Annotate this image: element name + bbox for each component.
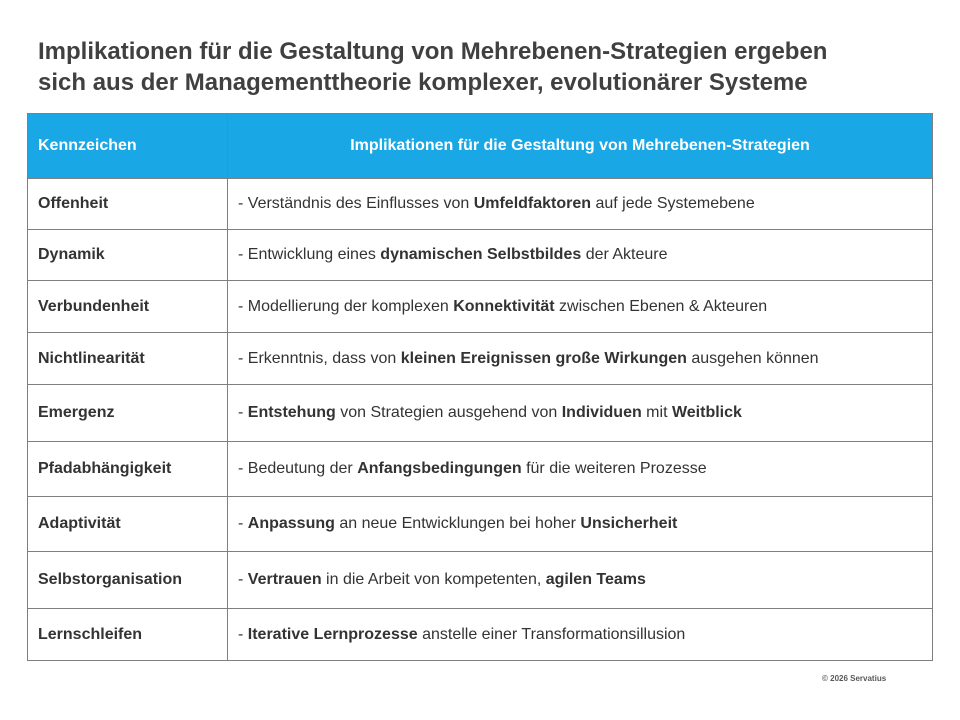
- slide-title-line-2: sich aus der Managementtheorie komplexer, evolutionärer Systeme: [38, 69, 808, 96]
- implikation-cell: - Vertrauen in die Arbeit von kompetenten, agilen Teams: [228, 552, 933, 609]
- kennzeichen-cell: Selbstorganisation: [28, 552, 228, 609]
- implikation-cell: - Anpassung an neue Entwicklungen bei hoher Unsicherheit: [228, 497, 933, 552]
- emphasis-text: Konnektivität: [453, 297, 555, 315]
- table-header-row: [28, 114, 933, 179]
- implikation-cell: - Iterative Lernprozesse anstelle einer Transformationsillusion: [228, 609, 933, 661]
- slide-title-line-1: Implikationen für die Gestaltung von Mehrebenen-Strategien ergeben: [38, 38, 828, 65]
- table-row: [28, 385, 933, 442]
- implikation-cell: - Bedeutung der Anfangsbedingungen für die weiteren Prozesse: [228, 442, 933, 497]
- emphasis-text: Individuen: [561, 404, 642, 421]
- slide-title: [38, 36, 938, 98]
- kennzeichen-cell: Pfadabhängigkeit: [28, 442, 228, 497]
- implikation-cell: - Erkenntnis, dass von kleinen Ereignissen große Wirkungen ausgehen können: [228, 333, 933, 385]
- kennzeichen-cell: Adaptivität: [28, 497, 228, 552]
- implikation-cell: - Verständnis des Einflusses von Umfeldfaktoren auf jede Systemebene: [228, 179, 933, 230]
- emphasis-text: Anfangsbedingungen: [357, 460, 522, 477]
- column-header-implikationen: Implikationen für die Gestaltung von Mehrebenen-Strategien: [228, 114, 933, 179]
- implikation-cell: - Entwicklung eines dynamischen Selbstbildes der Akteure: [228, 230, 933, 281]
- emphasis-text: Vertrauen: [247, 571, 322, 588]
- emphasis-text: kleinen Ereignissen große Wirkungen: [400, 349, 687, 367]
- kennzeichen-cell: Verbundenheit: [28, 281, 228, 333]
- emphasis-text: agilen Teams: [545, 571, 646, 588]
- table-row: [28, 281, 933, 333]
- implikation-cell: - Modellierung der komplexen Konnektivität zwischen Ebenen & Akteuren: [228, 281, 933, 333]
- emphasis-text: Anpassung: [247, 515, 335, 532]
- emphasis-text: Weitblick: [671, 404, 742, 421]
- emphasis-text: Umfeldfaktoren: [473, 195, 592, 212]
- kennzeichen-cell: Dynamik: [28, 230, 228, 281]
- table-row: [28, 333, 933, 385]
- copyright-notice: © 2026 Servatius: [822, 674, 887, 683]
- emphasis-text: Entstehung: [247, 404, 336, 421]
- table-row: [28, 442, 933, 497]
- table-row: [28, 497, 933, 552]
- kennzeichen-cell: Lernschleifen: [28, 609, 228, 661]
- column-header-kennzeichen: Kennzeichen: [28, 114, 228, 179]
- table-row: [28, 552, 933, 609]
- implikation-cell: - Entstehung von Strategien ausgehend von Individuen mit Weitblick: [228, 385, 933, 442]
- table-row: [28, 230, 933, 281]
- emphasis-text: Iterative Lernprozesse: [247, 625, 418, 643]
- implications-table: [27, 113, 933, 661]
- table-body: [28, 179, 933, 661]
- emphasis-text: dynamischen Selbstbildes: [380, 246, 582, 263]
- table-row: [28, 179, 933, 230]
- kennzeichen-cell: Emergenz: [28, 385, 228, 442]
- table-row: [28, 609, 933, 661]
- emphasis-text: Unsicherheit: [580, 515, 678, 532]
- kennzeichen-cell: Nichtlinearität: [28, 333, 228, 385]
- kennzeichen-cell: Offenheit: [28, 179, 228, 230]
